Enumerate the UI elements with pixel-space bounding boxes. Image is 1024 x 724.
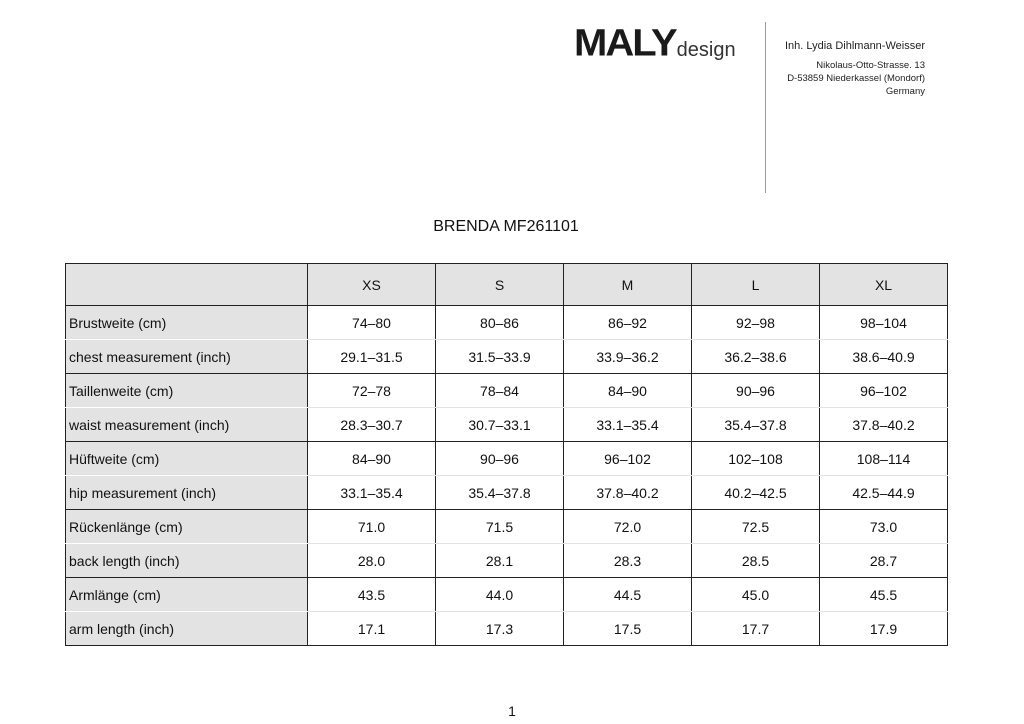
page-number: 1 [508, 703, 516, 719]
measurement-value: 28.5 [692, 544, 820, 578]
measurement-value: 28.1 [436, 544, 564, 578]
measurement-value: 102–108 [692, 442, 820, 476]
measurement-label: waist measurement (inch) [66, 408, 308, 442]
measurement-label: Armlänge (cm) [66, 578, 308, 612]
measurement-value: 35.4–37.8 [436, 476, 564, 510]
measurement-value: 86–92 [564, 306, 692, 340]
measurement-value: 29.1–31.5 [308, 340, 436, 374]
company-logo [574, 20, 736, 64]
logo-wordmark: MALY [574, 22, 676, 64]
measurement-label: Taillenweite (cm) [66, 374, 308, 408]
measurement-value: 31.5–33.9 [436, 340, 564, 374]
measurement-value: 35.4–37.8 [692, 408, 820, 442]
table-row [66, 476, 948, 510]
size-header: S [436, 264, 564, 306]
measurement-value: 37.8–40.2 [820, 408, 948, 442]
measurement-value: 71.0 [308, 510, 436, 544]
measurement-value: 72–78 [308, 374, 436, 408]
measurement-value: 17.3 [436, 612, 564, 646]
measurement-value: 74–80 [308, 306, 436, 340]
measurement-value: 90–96 [692, 374, 820, 408]
measurement-value: 33.1–35.4 [564, 408, 692, 442]
measurement-value: 17.9 [820, 612, 948, 646]
table-row [66, 306, 948, 340]
measurement-value: 98–104 [820, 306, 948, 340]
document-title: BRENDA MF261101 [433, 218, 579, 235]
measurement-value: 80–86 [436, 306, 564, 340]
size-header: M [564, 264, 692, 306]
measurement-value: 36.2–38.6 [692, 340, 820, 374]
measurement-value: 28.7 [820, 544, 948, 578]
measurement-value: 40.2–42.5 [692, 476, 820, 510]
measurement-value: 45.5 [820, 578, 948, 612]
measurement-value: 28.0 [308, 544, 436, 578]
measurement-value: 92–98 [692, 306, 820, 340]
logo-subtext: design [676, 39, 736, 61]
measurement-value: 37.8–40.2 [564, 476, 692, 510]
measurement-value: 44.5 [564, 578, 692, 612]
measurement-value: 96–102 [564, 442, 692, 476]
measurement-value: 43.5 [308, 578, 436, 612]
measurement-value: 28.3–30.7 [308, 408, 436, 442]
measurement-value: 17.5 [564, 612, 692, 646]
measurement-label: back length (inch) [66, 544, 308, 578]
measurement-value: 96–102 [820, 374, 948, 408]
address-country: Germany [885, 86, 925, 97]
measurement-value: 72.0 [564, 510, 692, 544]
measurement-value: 73.0 [820, 510, 948, 544]
table-row [66, 612, 948, 646]
address-city: D-53859 Niederkassel (Mondorf) [787, 73, 925, 84]
address-owner: Inh. Lydia Dihlmann-Weisser [784, 40, 925, 52]
measurement-value: 84–90 [308, 442, 436, 476]
table-row [66, 578, 948, 612]
measurement-value: 45.0 [692, 578, 820, 612]
measurement-value: 17.7 [692, 612, 820, 646]
table-header-row [66, 264, 948, 306]
size-chart-table [65, 263, 948, 646]
table-row [66, 510, 948, 544]
header-divider [765, 22, 766, 193]
size-header: L [692, 264, 820, 306]
measurement-label: Brustweite (cm) [66, 306, 308, 340]
measurement-value: 44.0 [436, 578, 564, 612]
measurement-value: 17.1 [308, 612, 436, 646]
table-row [66, 340, 948, 374]
measurement-label: arm length (inch) [66, 612, 308, 646]
size-header: XS [308, 264, 436, 306]
table-row [66, 408, 948, 442]
measurement-value: 84–90 [564, 374, 692, 408]
measurement-value: 28.3 [564, 544, 692, 578]
measurement-label: Hüftweite (cm) [66, 442, 308, 476]
company-address [785, 40, 925, 98]
measurement-value: 72.5 [692, 510, 820, 544]
measurement-label: chest measurement (inch) [66, 340, 308, 374]
measurement-label: Rückenlänge (cm) [66, 510, 308, 544]
measurement-value: 38.6–40.9 [820, 340, 948, 374]
measurement-value: 71.5 [436, 510, 564, 544]
measurement-value: 33.1–35.4 [308, 476, 436, 510]
table-corner-cell [66, 264, 308, 306]
measurement-value: 90–96 [436, 442, 564, 476]
table-row [66, 374, 948, 408]
table-row [66, 442, 948, 476]
measurement-value: 108–114 [820, 442, 948, 476]
measurement-value: 42.5–44.9 [820, 476, 948, 510]
measurement-value: 78–84 [436, 374, 564, 408]
address-street: Nikolaus-Otto-Strasse. 13 [816, 60, 925, 71]
measurement-label: hip measurement (inch) [66, 476, 308, 510]
measurement-value: 30.7–33.1 [436, 408, 564, 442]
size-header: XL [820, 264, 948, 306]
measurement-value: 33.9–36.2 [564, 340, 692, 374]
table-row [66, 544, 948, 578]
